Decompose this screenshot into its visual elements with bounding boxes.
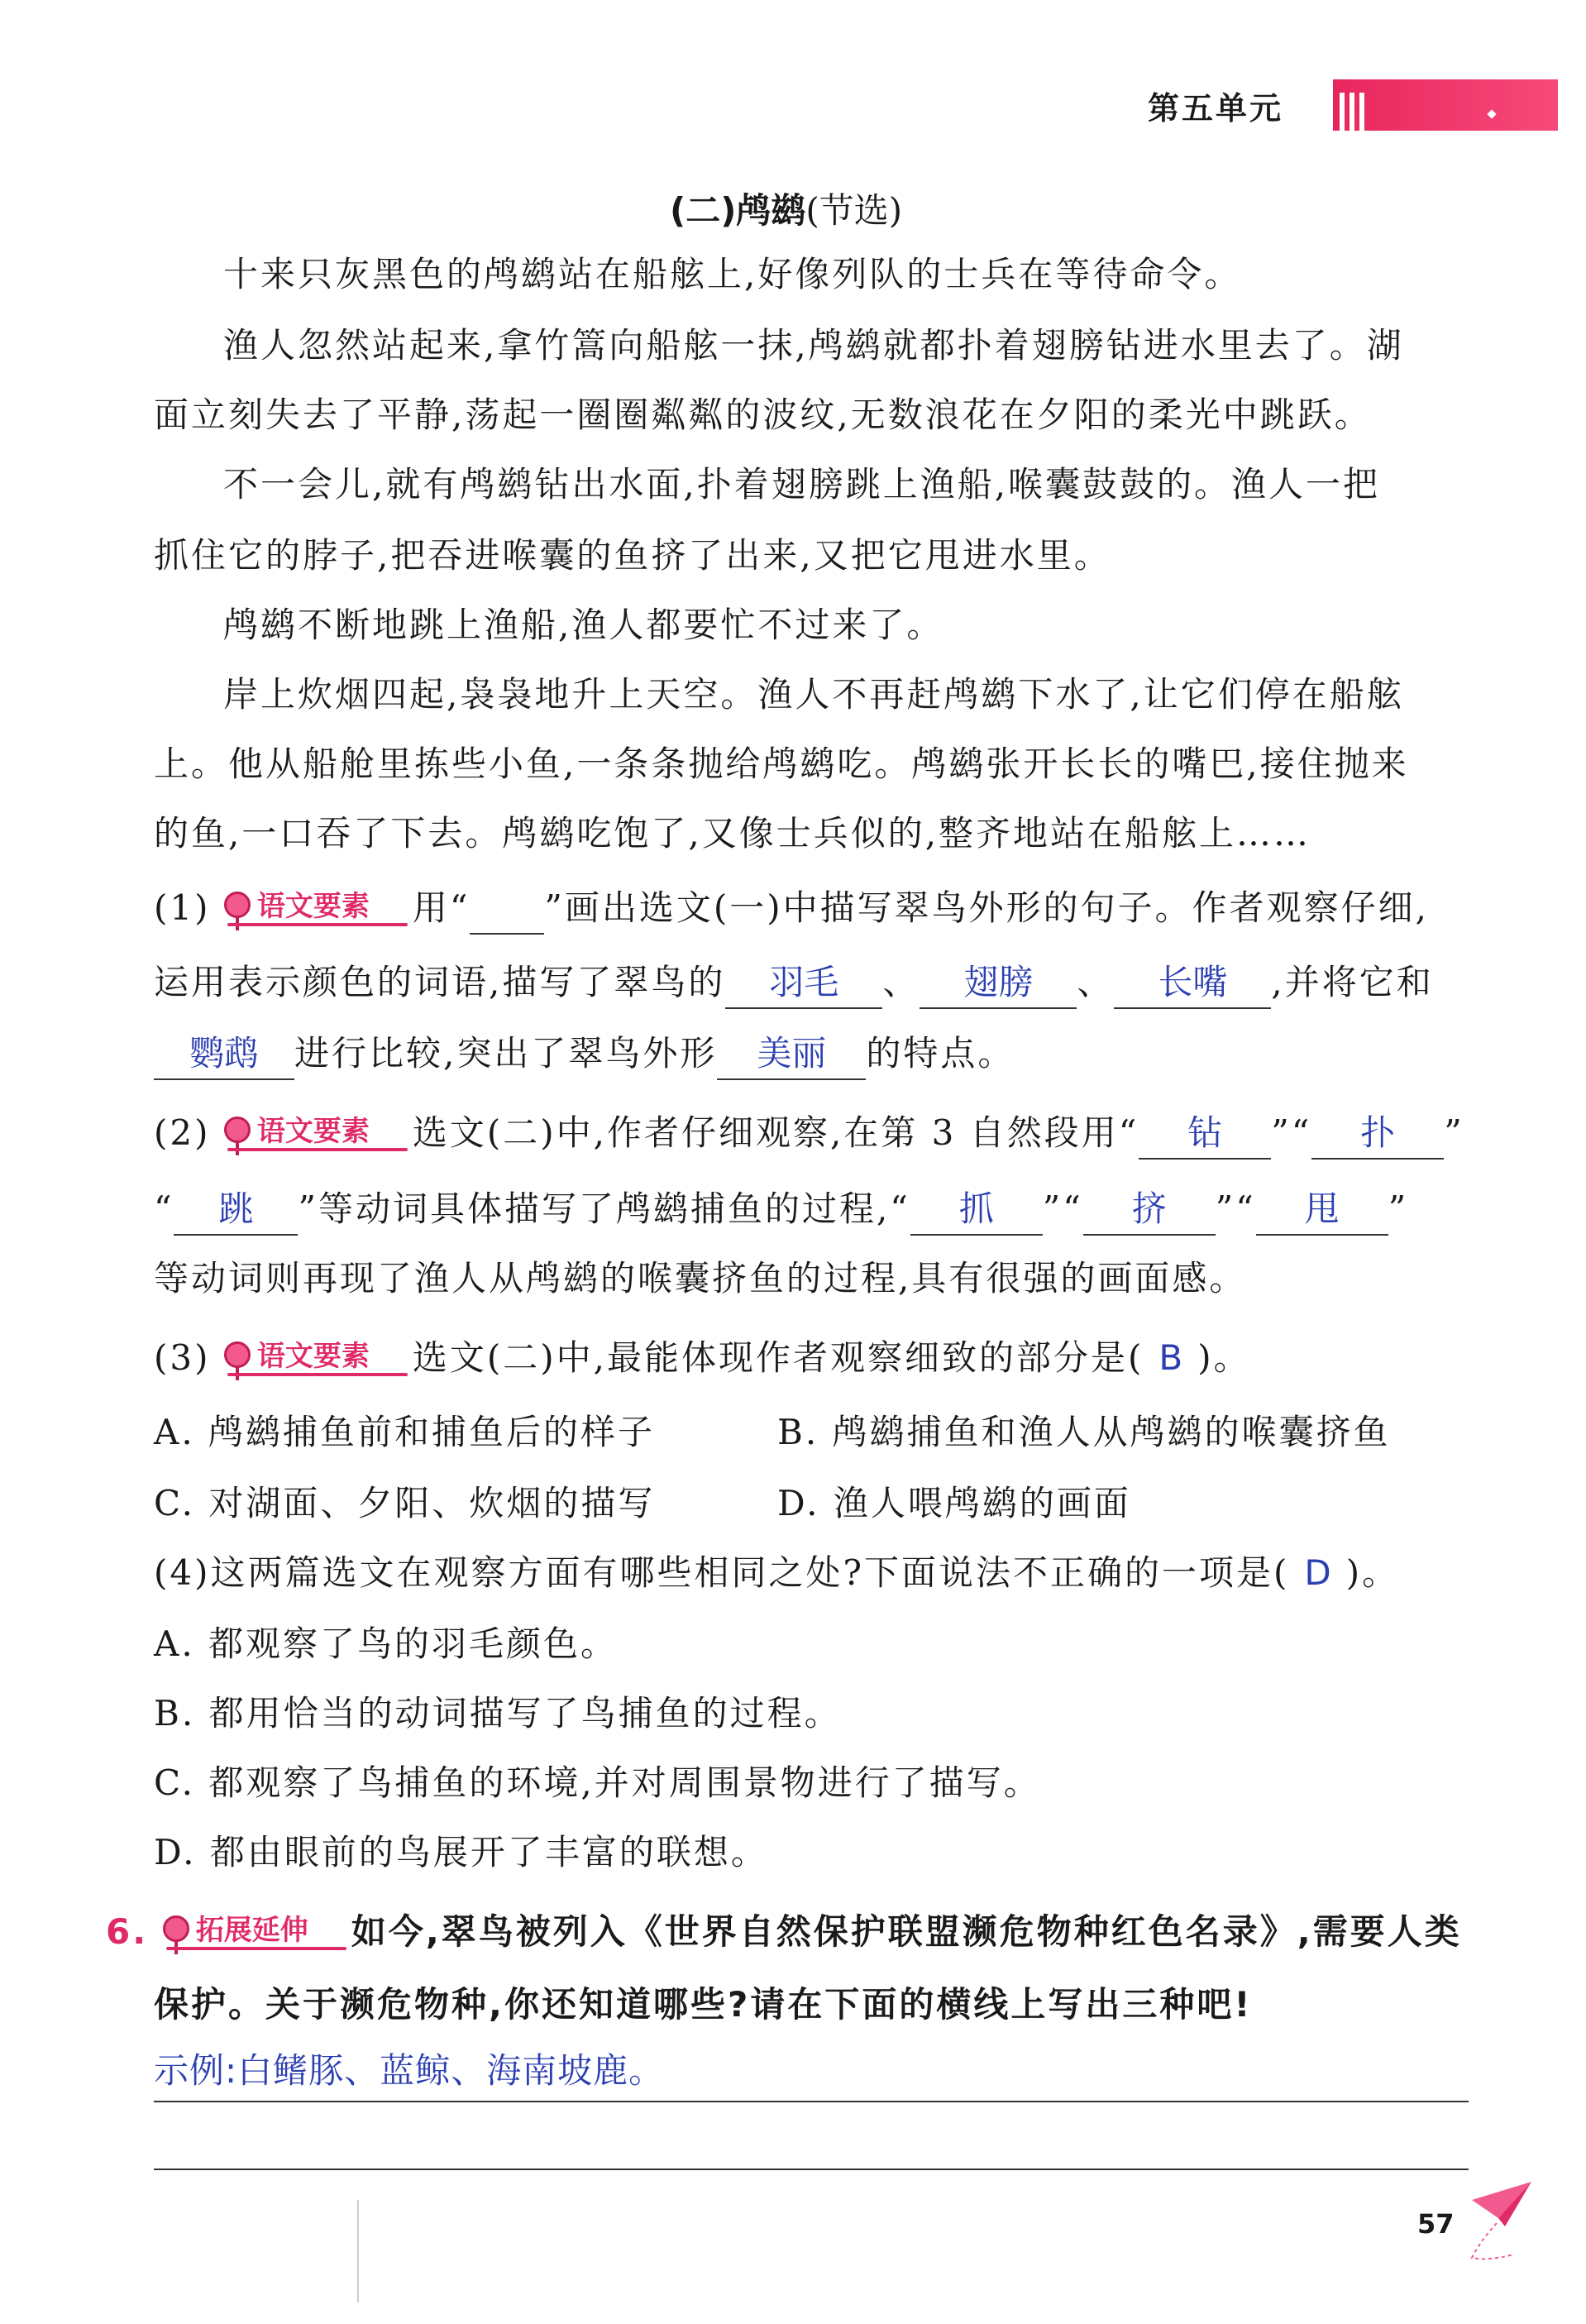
answer-rule [154, 2101, 1469, 2102]
paper-plane-icon [1455, 2175, 1538, 2266]
q1-number: (1) [154, 887, 211, 928]
tag-yuwen [224, 887, 408, 926]
section-title-sub: (节选) [805, 190, 903, 231]
q4-option-b: B. 都用恰当的动词描写了鸟捕鱼的过程。 [154, 1693, 842, 1733]
q4-text: (4)这两篇选文在观察方面有哪些相同之处?下面说法不正确的一项是( [154, 1552, 1290, 1593]
q1-text: 、 [882, 962, 920, 1002]
section-title-main: (二)鸬鹚 [670, 190, 806, 231]
q1-text: 进行比较,突出了翠鸟外形 [294, 1033, 718, 1074]
answer-blank: 扑 [1311, 1108, 1444, 1160]
header-stripe [1350, 93, 1354, 131]
q4-line [154, 1548, 1399, 1598]
tag-label: 语文要素 [256, 1340, 370, 1373]
q2-text: ”“ [1215, 1188, 1256, 1229]
q4-option-a: A. 都观察了鸟的羽毛颜色。 [154, 1623, 619, 1664]
q3-option-c: C. 对湖面、夕阳、炊烟的描写 [154, 1483, 656, 1523]
q2-line1 [154, 1108, 1464, 1160]
tag-label: 语文要素 [256, 1115, 370, 1148]
tag-yuwen [224, 1112, 408, 1151]
q3-option-b: B. 鸬鹚捕鱼和渔人从鸬鹚的喉囊挤鱼 [777, 1412, 1391, 1452]
magnifier-icon [163, 1915, 189, 1942]
q1-line1 [154, 883, 1429, 935]
section-title [670, 184, 902, 233]
q6-answer: 示例:白鳍豚、蓝鲸、海南坡鹿。 [154, 2050, 665, 2091]
q2-text: ”等动词具体描写了鸬鹚捕鱼的过程,“ [298, 1188, 910, 1229]
q1-line2 [154, 958, 1434, 1009]
q2-line3: 等动词则再现了渔人从鸬鹚的喉囊挤鱼的过程,具有很强的画面感。 [154, 1258, 1247, 1298]
q4-answer: D [1304, 1552, 1331, 1593]
q3-number: (3) [154, 1337, 211, 1378]
answer-blank: 长嘴 [1114, 958, 1271, 1009]
passage-line: 上。他从船舱里拣些小鱼,一条条抛给鸬鹚吃。鸬鹚张开长长的嘴巴,接住抛来 [154, 744, 1409, 784]
q1-text: ,并将它和 [1271, 962, 1434, 1002]
pin-icon [224, 1341, 251, 1368]
answer-rule [154, 2169, 1469, 2170]
passage-line: 的鱼,一口吞了下去。鸬鹚吃饱了,又像士兵似的,整齐地站在船舷上…… [154, 813, 1311, 854]
pin-icon [224, 1117, 251, 1143]
q3-option-a: A. 鸬鹚捕鱼前和捕鱼后的样子 [154, 1412, 656, 1452]
tag-tuozhan [163, 1910, 346, 1950]
passage-line: 抓住它的脖子,把吞进喉囊的鱼挤了出来,又把它甩进水里。 [154, 535, 1111, 576]
q2-text: ”“ [1271, 1112, 1312, 1153]
passage-line: 渔人忽然站起来,拿竹篙向船舷一抹,鸬鹚就都扑着翅膀钻进水里去了。湖 [223, 325, 1404, 366]
q1-text: 、 [1077, 962, 1115, 1002]
q2-text: ” [1388, 1188, 1409, 1229]
passage-line: 鸬鹚不断地跳上渔船,渔人都要忙不过来了。 [223, 605, 944, 645]
q3-answer: B [1158, 1337, 1183, 1378]
tag-label: 语文要素 [256, 890, 370, 923]
header-stripe [1340, 93, 1345, 131]
margin-line [357, 2200, 359, 2302]
q1-line3 [154, 1029, 1015, 1080]
q2-text: ” [1444, 1112, 1464, 1153]
passage-line: 面立刻失去了平静,荡起一圈圈粼粼的波纹,无数浪花在夕阳的柔光中跳跃。 [154, 395, 1372, 435]
answer-blank: 鹦鹉 [154, 1029, 294, 1080]
answer-blank: 跳 [174, 1184, 298, 1236]
page-number: 57 [1417, 2208, 1455, 2240]
q3-text: 选文(二)中,最能体现作者观察细致的部分是( [412, 1337, 1144, 1378]
q4-option-d: D. 都由眼前的鸟展开了丰富的联想。 [154, 1832, 768, 1872]
q2-text: 选文(二)中,作者仔细观察,在第 3 自然段用“ [412, 1112, 1139, 1153]
passage-line: 岸上炊烟四起,袅袅地升上天空。渔人不再赶鸬鹚下水了,让它们停在船舷 [223, 674, 1404, 715]
q6-number: 6. [106, 1911, 149, 1952]
answer-blank: 钻 [1139, 1108, 1271, 1160]
q1-text: 的特点。 [866, 1033, 1015, 1074]
unit-title: 第五单元 [1148, 90, 1284, 127]
q6-text: 如今,翠鸟被列入《世界自然保护联盟濒危物种红色名录》,需要人类 [351, 1911, 1462, 1952]
pin-icon [224, 892, 251, 918]
tag-label: 拓展延伸 [195, 1914, 308, 1947]
q1-text: ”画出选文(一)中描写翠鸟外形的句子。作者观察仔细, [544, 887, 1429, 928]
q4-text: )。 [1345, 1552, 1400, 1593]
answer-blank: 羽毛 [725, 958, 882, 1009]
answer-blank: 甩 [1256, 1184, 1388, 1236]
q3-line [154, 1333, 1251, 1383]
q3-option-d: D. 渔人喂鸬鹚的画面 [777, 1483, 1131, 1523]
q2-number: (2) [154, 1112, 211, 1153]
passage-line: 十来只灰黑色的鸬鹚站在船舷上,好像列队的士兵在等待命令。 [223, 254, 1242, 294]
q6-line2: 保护。关于濒危物种,你还知道哪些?请在下面的横线上写出三种吧! [154, 1984, 1253, 2025]
q6-line1 [106, 1907, 1462, 1957]
answer-blank: 挤 [1083, 1184, 1216, 1236]
q1-line-blank [470, 883, 544, 935]
tag-yuwen [224, 1337, 408, 1376]
q2-text: ”“ [1042, 1188, 1083, 1229]
q4-option-c: C. 都观察了鸟捕鱼的环境,并对周围景物进行了描写。 [154, 1762, 1041, 1803]
passage-line: 不一会儿,就有鸬鹚钻出水面,扑着翅膀跳上渔船,喉囊鼓鼓的。渔人一把 [223, 464, 1381, 504]
q1-text: 运用表示颜色的词语,描写了翠鸟的 [154, 962, 726, 1002]
answer-blank: 美丽 [717, 1029, 866, 1080]
q2-text: “ [154, 1188, 174, 1229]
header-stripe [1359, 93, 1364, 131]
answer-blank: 抓 [910, 1184, 1043, 1236]
header-bar [1333, 79, 1558, 131]
q3-text: )。 [1197, 1337, 1251, 1378]
q1-text: 用“ [412, 887, 471, 928]
answer-blank: 翅膀 [920, 958, 1077, 1009]
q2-line2 [154, 1184, 1408, 1236]
